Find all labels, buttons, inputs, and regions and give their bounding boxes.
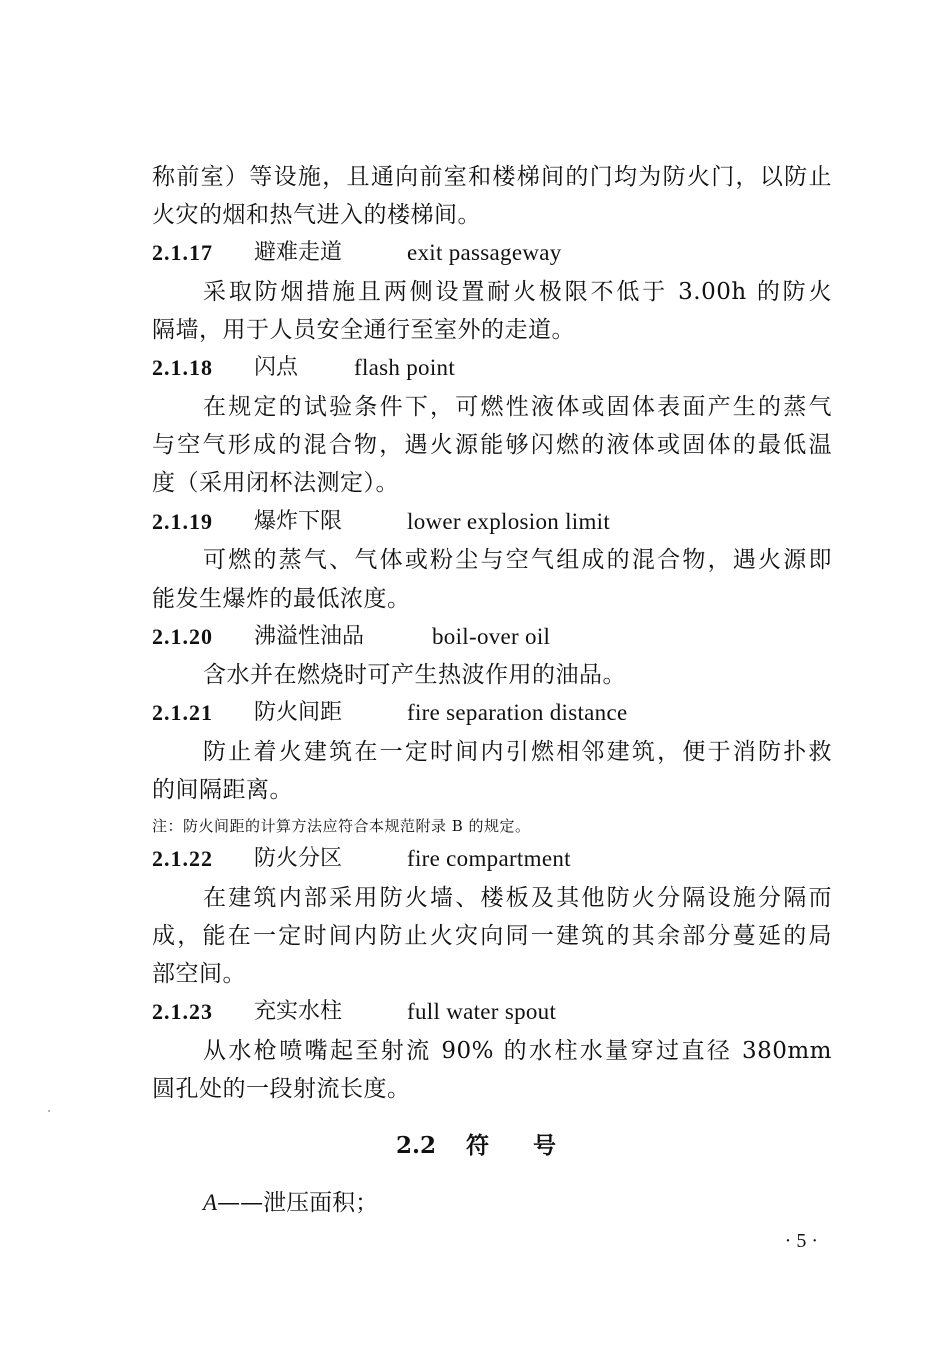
term-zh: 充实水柱 xyxy=(254,999,343,1024)
definition-line: 含水并在燃烧时可产生热波作用的油品。 xyxy=(203,662,626,688)
section-number: 2.2 xyxy=(395,1132,436,1159)
section-heading xyxy=(0,1131,952,1161)
definition-line: 部空间。 xyxy=(152,961,246,987)
page-number: · 5 · xyxy=(784,1230,818,1252)
term-number: 2.1.21 xyxy=(152,700,213,725)
term-zh: 防火间距 xyxy=(254,700,343,725)
term-en: boil-over oil xyxy=(432,624,551,649)
term-en: full water spout xyxy=(407,999,557,1024)
term-en: fire separation distance xyxy=(407,700,628,725)
term-zh: 避难走道 xyxy=(254,240,343,265)
term-en: exit passageway xyxy=(407,240,562,265)
term-zh: 防火分区 xyxy=(254,846,343,871)
term-number: 2.1.23 xyxy=(152,999,213,1024)
term-en: flash point xyxy=(354,355,456,380)
section-title-right: 号 xyxy=(533,1132,556,1159)
scan-speck xyxy=(48,1110,50,1112)
definition-line: 圆孔处的一段射流长度。 xyxy=(152,1076,411,1102)
term-zh: 爆炸下限 xyxy=(254,509,343,534)
term-en: lower explosion limit xyxy=(407,509,611,534)
term-number: 2.1.19 xyxy=(152,509,213,534)
continuation-line-2: 火灾的烟和热气进入的楼梯间。 xyxy=(152,202,481,228)
symbol-variable: A xyxy=(203,1190,218,1215)
section-title-left: 符 xyxy=(466,1132,489,1159)
definition-line: 的间隔距离。 xyxy=(152,777,293,803)
continuation-line-1: 称前室）等设施，且通向前室和楼梯间的门均为防火门，以防止 xyxy=(152,164,832,190)
definition-line: 度（采用闭杯法测定）。 xyxy=(152,470,399,496)
term-note: 注：防火间距的计算方法应符合本规范附录 B 的规定。 xyxy=(152,817,531,835)
definition-line: 采取防烟措施且两侧设置耐火极限不低于 3.00h 的防火 xyxy=(203,279,832,305)
term-number: 2.1.20 xyxy=(152,624,213,649)
symbol-dash: —— xyxy=(217,1190,264,1216)
definition-line: 成，能在一定时间内防止火灾向同一建筑的其余部分蔓延的局 xyxy=(152,923,832,949)
term-number: 2.1.22 xyxy=(152,846,213,871)
definition-line: 在规定的试验条件下，可燃性液体或固体表面产生的蒸气 xyxy=(203,394,832,420)
definition-line: 从水枪喷嘴起至射流 90% 的水柱水量穿过直径 380mm xyxy=(203,1038,832,1064)
term-zh: 沸溢性油品 xyxy=(254,624,365,649)
term-number: 2.1.18 xyxy=(152,355,213,380)
definition-line: 能发生爆炸的最低浓度。 xyxy=(152,586,411,612)
term-number: 2.1.17 xyxy=(152,240,213,265)
symbol-entry xyxy=(203,1188,378,1218)
definition-line: 在建筑内部采用防火墙、楼板及其他防火分隔设施分隔而 xyxy=(203,885,832,911)
definition-line: 隔墙，用于人员安全通行至室外的走道。 xyxy=(152,317,575,343)
definition-line: 与空气形成的混合物，遇火源能够闪燃的液体或固体的最低温 xyxy=(152,432,832,458)
definition-line: 防止着火建筑在一定时间内引燃相邻建筑，便于消防扑救 xyxy=(203,739,832,765)
symbol-description: 泄压面积； xyxy=(263,1190,379,1216)
term-zh: 闪点 xyxy=(254,355,299,380)
term-en: fire compartment xyxy=(407,846,571,871)
definition-line: 可燃的蒸气、气体或粉尘与空气组成的混合物，遇火源即 xyxy=(203,547,832,573)
